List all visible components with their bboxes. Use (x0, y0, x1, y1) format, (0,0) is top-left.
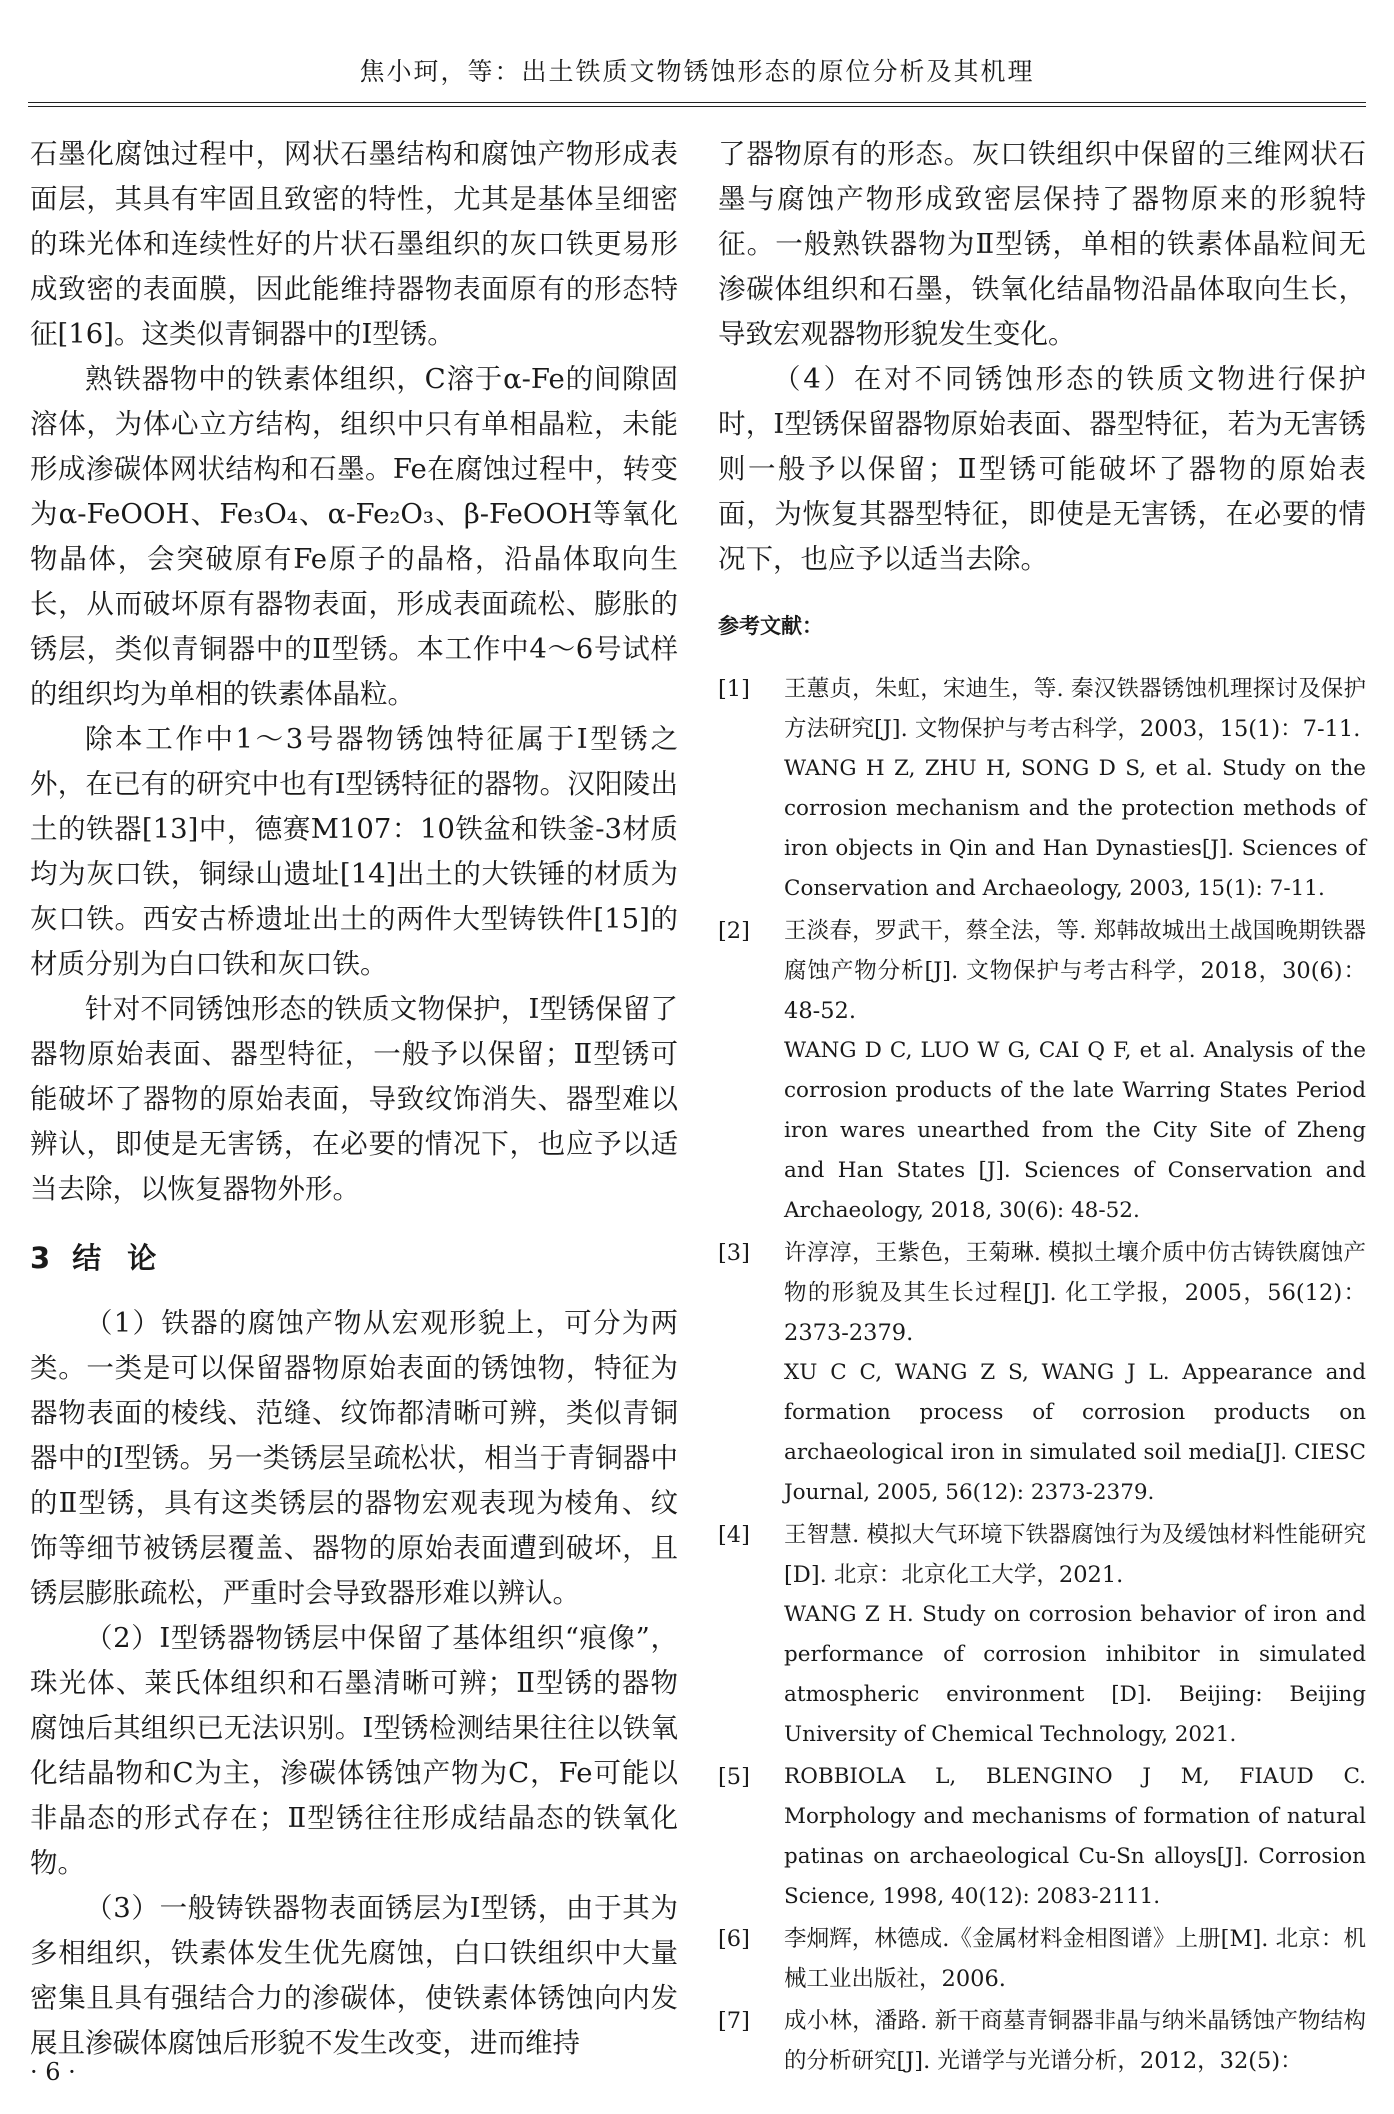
header-rule-second (28, 106, 1366, 107)
conclusion-paragraph: （2）Ⅰ型锈器物锈层中保留了基体组织“痕像”，珠光体、莱氏体组织和石墨清晰可辨；Ⅱ型锈的器物腐蚀后其组织已无法识别。Ⅰ型锈检测结果往往以铁氧化结晶物和C为主，渗碳体锈蚀产物为C，Fe可能以非晶态的形式存在；Ⅱ型锈往往形成结晶态的铁氧化物。 (30, 1622, 678, 1879)
running-title: 焦小珂，等：出土铁质文物锈蚀形态的原位分析及其机理 (359, 57, 1035, 86)
reference-label: [5] (718, 1764, 750, 1790)
section-heading (30, 1236, 678, 1281)
reference-label: [6] (718, 1926, 750, 1952)
body-paragraph: 除本工作中1～3号器物锈蚀特征属于Ⅰ型锈之外，在已有的研究中也有Ⅰ型锈特征的器物。汉阳陵出土的铁器[13]中，德赛M107：10铁盆和铁釜-3材质均为灰口铁，铜绿山遗址[14]出土的大铁锤的材质为灰口铁。西安古桥遗址出土的两件大型铸铁件[15]的材质分别为白口铁和灰口铁。 (30, 723, 678, 980)
reference-chinese: 成小林，潘路. 新干商墓青铜器非晶与纳米晶锈蚀产物结构的分析研究[J]. 光谱学与光谱分析，2012，32(5)： (784, 2008, 1366, 2074)
section-title: 结论 (72, 1241, 183, 1275)
body-paragraph: 石墨化腐蚀过程中，网状石墨结构和腐蚀产物形成表面层，其具有牢固且致密的特性，尤其是基体呈细密的珠光体和连续性好的片状石墨组织的灰口铁更易形成致密的表面膜，因此能维持器物表面原有的形态特征[16]。这类似青铜器中的Ⅰ型锈。 (30, 138, 678, 350)
reference-item (718, 669, 1366, 909)
left-column (30, 132, 678, 2066)
section-number: 3 (30, 1241, 51, 1275)
reference-chinese: 王智慧. 模拟大气环境下铁器腐蚀行为及缓蚀材料性能研究[D]. 北京：北京化工大学，2021. (784, 1522, 1366, 1588)
page-number: · 6 · (30, 2058, 76, 2086)
conclusion-paragraph: （4）在对不同锈蚀形态的铁质文物进行保护时，Ⅰ型锈保留器物原始表面、器型特征，若为无害锈则一般予以保留；Ⅱ型锈可能破坏了器物的原始表面，为恢复其器型特征，即使是无害锈，在必要的情况下，也应予以适当去除。 (718, 363, 1366, 575)
reference-english: XU C C, WANG Z S, WANG J L. Appearance and formation process of corrosion products on archaeological iron in simulated soil media[J]. CIESC Journal, 2005, 56(12): 2373-2379. (784, 1360, 1366, 1505)
conclusion-paragraph: （1）铁器的腐蚀产物从宏观形貌上，可分为两类。一类是可以保留器物原始表面的锈蚀物，特征为器物表面的棱线、范缝、纹饰都清晰可辨，类似青铜器中的Ⅰ型锈。另一类锈层呈疏松状，相当于青铜器中的Ⅱ型锈，具有这类锈层的器物宏观表现为棱角、纹饰等细节被锈层覆盖、器物的原始表面遭到破坏，且锈层膨胀疏松，严重时会导致器形难以辨认。 (30, 1307, 678, 1609)
body-paragraph: 了器物原有的形态。灰口铁组织中保留的三维网状石墨与腐蚀产物形成致密层保持了器物原来的形貌特征。一般熟铁器物为Ⅱ型锈，单相的铁素体晶粒间无渗碳体组织和石墨，铁氧化结晶物沿晶体取向生长，导致宏观器物形貌发生变化。 (718, 138, 1366, 350)
reference-item (718, 1233, 1366, 1513)
reference-chinese: 许淳淳，王紫色，王菊琳. 模拟土壤介质中仿古铸铁腐蚀产物的形貌及其生长过程[J]. 化工学报，2005，56(12)：2373-2379. (784, 1240, 1366, 1346)
reference-item (718, 2001, 1366, 2081)
reference-label: [7] (718, 2008, 750, 2034)
references-heading: 参考文献： (718, 614, 823, 638)
body-paragraph: 熟铁器物中的铁素体组织，C溶于α-Fe的间隙固溶体，为体心立方结构，组织中只有单相晶粒，未能形成渗碳体网状结构和石墨。Fe在腐蚀过程中，转变为α-FeOOH、Fe₃O₄、α-Fe₂O₃、β-FeOOH等氧化物晶体，会突破原有Fe原子的晶格，沿晶体取向生长，从而破坏原有器物表面，形成表面疏松、膨胀的锈层，类似青铜器中的Ⅱ型锈。本工作中4～6号试样的组织均为单相的铁素体晶粒。 (30, 363, 678, 710)
reference-label: [3] (718, 1240, 750, 1266)
reference-label: [2] (718, 918, 750, 944)
reference-chinese: 李炯辉，林德成.《金属材料金相图谱》上册[M]. 北京：机械工业出版社，2006. (784, 1926, 1366, 1992)
reference-english: WANG H Z, ZHU H, SONG D S, et al. Study on the corrosion mechanism and the protection methods of iron objects in Qin and Han Dynasties[J]. Sciences of Conservation and Archaeology, 2003, 15(1): 7-11. (784, 756, 1366, 901)
reference-item (718, 1515, 1366, 1755)
reference-item (718, 1757, 1366, 1917)
reference-chinese: 王蕙贞，朱虹，宋迪生，等. 秦汉铁器锈蚀机理探讨及保护方法研究[J]. 文物保护与考古科学，2003，15(1)：7-11. (784, 676, 1366, 742)
reference-item (718, 911, 1366, 1231)
reference-english: WANG D C, LUO W G, CAI Q F, et al. Analysis of the corrosion products of the late Warring States Period iron wares unearthed from the City Site of Zheng and Han States [J]. Sciences of Conservation and Archaeology, 2018, 30(6): 48-52. (784, 1038, 1366, 1223)
reference-chinese: 王淡春，罗武干，蔡全法，等. 郑韩故城出土战国晚期铁器腐蚀产物分析[J]. 文物保护与考古科学，2018，30(6)：48-52. (784, 918, 1366, 1024)
header-rule (28, 102, 1366, 103)
reference-item (718, 1919, 1366, 1999)
reference-english: ROBBIOLA L, BLENGINO J M, FIAUD C. Morphology and mechanisms of formation of natural patinas on archaeological Cu-Sn alloys[J]. Corrosion Science, 1998, 40(12): 2083-2111. (784, 1764, 1366, 1909)
reference-label: [1] (718, 676, 750, 702)
body-paragraph: 针对不同锈蚀形态的铁质文物保护，Ⅰ型锈保留了器物原始表面、器型特征，一般予以保留；Ⅱ型锈可能破坏了器物的原始表面，导致纹饰消失、器型难以辨认，即使是无害锈，在必要的情况下，也应予以适当去除，以恢复器物外形。 (30, 993, 678, 1205)
reference-label: [4] (718, 1522, 750, 1548)
right-column (718, 132, 1366, 2083)
reference-english: WANG Z H. Study on corrosion behavior of iron and performance of corrosion inhibitor in simulated atmospheric environment [D]. Beijing: Beijing University of Chemical Technology, 2021. (784, 1602, 1366, 1747)
conclusion-paragraph: （3）一般铸铁器物表面锈层为Ⅰ型锈，由于其为多相组织，铁素体发生优先腐蚀，白口铁组织中大量密集且具有强结合力的渗碳体，使铁素体锈蚀向内发展且渗碳体腐蚀后形貌不发生改变，进而维持 (30, 1892, 678, 2059)
